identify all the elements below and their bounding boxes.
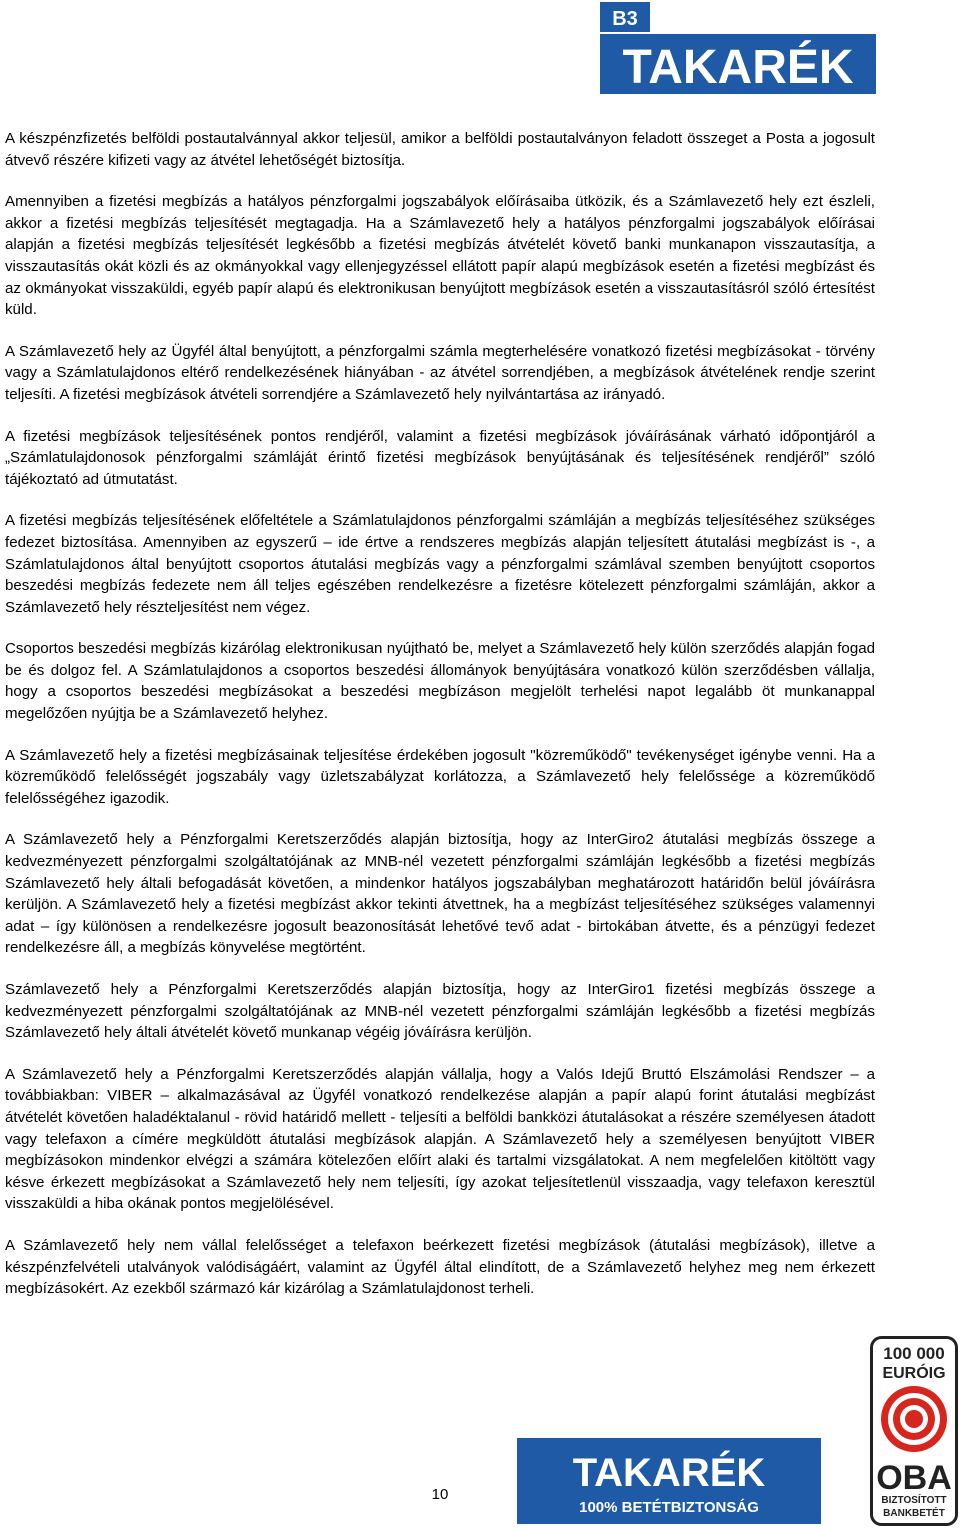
paragraph-sorrend: A Számlavezető hely az Ügyfél által benyújtott, a pénzforgalmi számla megterhelésére vonatkozó fizetési megbízásokat - törvény vagy a Számlatulajdonos eltérő rendelkezésének hiányában - az átvétel sorrendjében, a megbízások átvételének rendje szerint teljesíti. A fizetési megbízások átvételi sorrendjére a Számlavezető hely nyilvántartása az irányadó.: [5, 342, 875, 403]
oba-name: OBA: [876, 1459, 952, 1497]
b3-takarek-logo: [600, 2, 876, 94]
oba-amount: 100 000: [883, 1344, 945, 1363]
paragraph-fedezet: A fizetési megbízás teljesítésének előfeltétele a Számlatulajdonos pénzforgalmi számláján a megbízás teljesítéséhez szükséges fedezet biztosítása. Amennyiben az egyszerű – ide értve a rendszeres megbízás alapján teljesített átutalási megbízást is -, a Számlatulajdonos által benyújtott csoportos átutalási megbízás vagy a pénzforgalmi számlával szemben benyújtott csoportos beszedési megbízás fedezete nem áll teljes egészében rendelkezésre a fizetésre kötelezett pénzforgalmi számláján, akkor a Számlavezető hely részteljesítést nem végez.: [5, 512, 875, 616]
paragraph-postautalvany: A készpénzfizetés belföldi postautalvánnyal akkor teljesül, amikor a belföldi postautalványon feladott összeget a Posta a jogosult átvevő részére kifizeti vagy az átvétel lehetőségét biztosítja.: [5, 130, 875, 169]
paragraph-viber: A Számlavezető hely a Pénzforgalmi Keretszerződés alapján vállalja, hogy a Valós Idejű Bruttó Elszámolási Rendszer – a továbbiakban: VIBER – alkalmazásával az Ügyfél vonatkozó rendelkezése alapján a papír alapú forint átutalási megbízást átvételét követően haladéktalanul - rövid határidő mellett - teljesíti a belföldi bankközi átutalásokat a részére személyesen átadott vagy telefaxon a címére megküldött átutalási megbízások alapján. A Számlavezető hely a személyesen benyújtott VIBER megbízásokon mindenkor elvégzi a számára kötelezően előírt alaki és tartalmi vizsgálatokat. A nem megfelelően kitöltött vagy késve érkezett megbízásokat a Számlavezető hely nem teljesíti, így azokat teljesítetlenül visszaadja, vagy telefaxon keresztül visszaküldi a hiba okának pontos megjelölésével.: [5, 1065, 875, 1213]
oba-line1: BIZTOSÍTOTT: [881, 1495, 947, 1506]
paragraph-csoportos-beszedes: Csoportos beszedési megbízás kizárólag elektronikusan nyújtható be, melyet a Számlavezető hely külön szerződés alapján fogad be és dolgoz fel. A Számlatulajdonos a csoportos beszedési állományok benyújtására vonatkozó külön szerződésben vállalja, hogy a csoportos beszedési megbízásokat a beszedési megbízáson megjelölt terhelési napot legalább öt munkanappal megelőzően nyújtja be a Számlavezető helyhez.: [5, 640, 875, 723]
paragraph-felelosseg: A Számlavezető hely nem vállal felelősséget a telefaxon beérkezett fizetési megbízások (átutalási megbízások), illetve a készpénzfelvételi utalványok valódiságáért, valamint az Ügyfél által elindított, de a Számlavezető helyhez meg nem érkezett megbízásokért. Az ezekből származó kár kizárólag a Számlatulajdonost terheli.: [5, 1236, 875, 1298]
b3-logo-code: B3: [612, 8, 638, 30]
paragraph-megtagadas: Amennyiben a fizetési megbízás a hatályos pénzforgalmi jogszabályok előírásaiba ütközik, és a Számlavezető hely ezt észleli, akkor a fizetési megbízás teljesítését megtagadja. Ha a Számlavezető hely a hatályos pénzforgalmi jogszabályok előírásai alapján a fizetési megbízás teljesítését legkésőbb a fizetési megbízás átvételét követő banki munkanapon visszautasítja, a visszautasítás okát közli és az okmányokkal vagy ellenjegyzéssel ellátott papír alapú megbízások esetén a fizetési megbízást és az okmányokat visszaküldi, egyéb papír alapú és elektronikusan benyújtott megbízások esetén a visszautasításról szóló értesítést küld.: [5, 193, 875, 319]
page-number: 10: [431, 1486, 449, 1503]
oba-line2: BANKBETÉT: [883, 1508, 945, 1519]
takarek-betetbiztonsag-logo: [517, 1438, 821, 1524]
document-body: [5, 128, 875, 1320]
takarek-bottom-logo-tagline: 100% BETÉTBIZTONSÁG: [579, 1499, 759, 1516]
paragraph-teljesites-rendje: A fizetési megbízások teljesítésének pontos rendjéről, valamint a fizetési megbízások jóváírásának várható időpontjáról a „Számlatulajdonosok pénzforgalmi számláját érintő fizetési megbízások benyújtásának és teljesítésének rendjéről” szóló tájékoztató ad útmutatást.: [5, 427, 875, 488]
paragraph-intergiro1: Számlavezető hely a Pénzforgalmi Keretszerződés alapján biztosítja, hogy az InterGiro1 fizetési megbízás összege a kedvezményezett pénzforgalmi szolgáltatójának az MNB-nél vezetett pénzforgalmi számláján legkésőbb a fizetési megbízás Számlavezető hely általi átvételét követő munkanap végéig jóváírásra kerüljön.: [5, 981, 875, 1042]
oba-badge: [870, 1336, 958, 1526]
paragraph-intergiro2: A Számlavezető hely a Pénzforgalmi Keretszerződés alapján biztosítja, hogy az InterGiro2 átutalási megbízás összege a kedvezményezett pénzforgalmi szolgáltatójának az MNB-nél vezetett pénzforgalmi számláján legkésőbb a fizetési megbízás Számlavezető hely általi befogadását követően, a mindenkor hatályos jogszabályban meghatározott határidőn belül jóváírásra kerüljön. A Számlavezető hely a fizetési megbízást akkor tekinti átvettnek, ha a megbízást teljesítéséhez szükséges valamennyi adat – így különösen a rendelkezésre jogosult beazonosítását lehetővé tevő adat - birtokában átvette, és a pénzügyi fedezet rendelkezésre áll, a megbízás könyvelése megtörtént.: [5, 831, 875, 957]
oba-target-icon-center: [905, 1410, 923, 1428]
paragraph-kozremukodo: A Számlavezető hely a fizetési megbízásainak teljesítése érdekében jogosult "közreműködő" tevékenységet igénybe venni. Ha a közreműködő felelősségét jogszabály vagy üzletszabályzat korlátozza, a Számlavezető hely felelőssége a közreműködő felelősségéhez igazodik.: [5, 746, 875, 807]
takarek-bottom-logo-name: TAKARÉK: [572, 1451, 766, 1495]
b3-logo-name: TAKARÉK: [622, 41, 854, 94]
oba-currency: EURÓIG: [882, 1365, 946, 1382]
